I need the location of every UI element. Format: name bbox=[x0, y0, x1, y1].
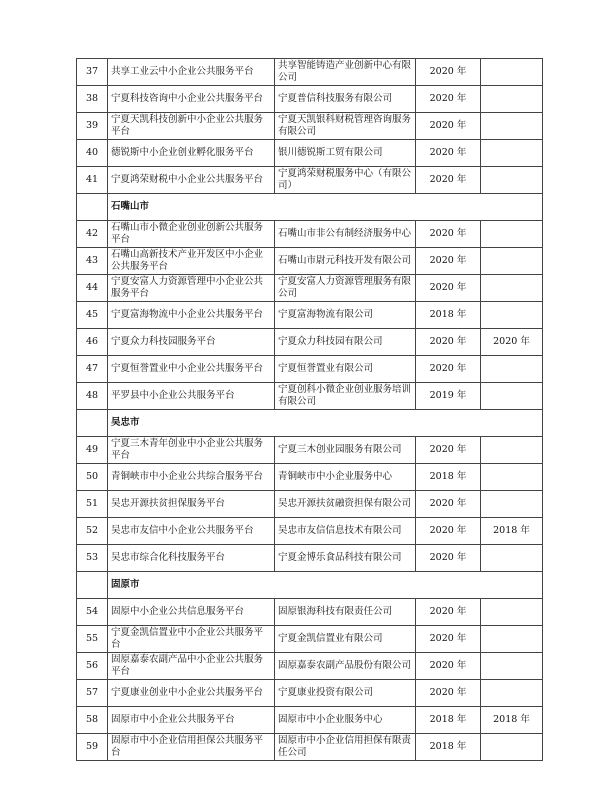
operator-name: 固原市中小企业服务中心 bbox=[275, 707, 416, 734]
platform-name: 宁夏恒誉置业中小企业公共服务平台 bbox=[108, 356, 275, 383]
second-year: 2018 年 bbox=[481, 518, 543, 545]
row-number: 39 bbox=[77, 113, 108, 140]
platform-name: 固原市中小企业公共服务平台 bbox=[108, 707, 275, 734]
second-year bbox=[481, 275, 543, 302]
row-number: 53 bbox=[77, 545, 108, 572]
section-header-blank bbox=[77, 410, 108, 437]
row-number: 50 bbox=[77, 464, 108, 491]
designation-year: 2018 年 bbox=[416, 464, 481, 491]
second-year bbox=[481, 653, 543, 680]
section-header-row bbox=[77, 572, 543, 599]
table-row bbox=[77, 59, 543, 86]
row-number: 42 bbox=[77, 221, 108, 248]
platform-name: 石嘴山高新技术产业开发区中小企业公共服务平台 bbox=[108, 248, 275, 275]
second-year bbox=[481, 491, 543, 518]
section-name: 石嘴山市 bbox=[108, 194, 543, 221]
platform-name: 平罗县中小企业公共服务平台 bbox=[108, 383, 275, 410]
designation-year: 2020 年 bbox=[416, 275, 481, 302]
table-row bbox=[77, 437, 543, 464]
designation-year: 2020 年 bbox=[416, 599, 481, 626]
designation-year: 2020 年 bbox=[416, 248, 481, 275]
designation-year: 2020 年 bbox=[416, 680, 481, 707]
designation-year: 2020 年 bbox=[416, 86, 481, 113]
row-number: 46 bbox=[77, 329, 108, 356]
row-number: 56 bbox=[77, 653, 108, 680]
platform-name: 宁夏科技咨询中小企业公共服务平台 bbox=[108, 86, 275, 113]
row-number: 41 bbox=[77, 167, 108, 194]
row-number: 58 bbox=[77, 707, 108, 734]
platform-name: 宁夏康业创业中小企业公共服务平台 bbox=[108, 680, 275, 707]
platform-name: 吴忠市综合化科技服务平台 bbox=[108, 545, 275, 572]
second-year bbox=[481, 221, 543, 248]
table-row bbox=[77, 491, 543, 518]
second-year bbox=[481, 167, 543, 194]
table-row bbox=[77, 329, 543, 356]
platform-name: 宁夏鸿荣财税中小企业公共服务平台 bbox=[108, 167, 275, 194]
platform-name: 石嘴山市小微企业创业创新公共服务平台 bbox=[108, 221, 275, 248]
second-year bbox=[481, 437, 543, 464]
operator-name: 宁夏康业投资有限公司 bbox=[275, 680, 416, 707]
second-year bbox=[481, 86, 543, 113]
table-row bbox=[77, 167, 543, 194]
operator-name: 宁夏三木创业园服务有限公司 bbox=[275, 437, 416, 464]
table-row bbox=[77, 248, 543, 275]
second-year bbox=[481, 356, 543, 383]
designation-year: 2020 年 bbox=[416, 221, 481, 248]
platform-name: 固原市中小企业信用担保公共服务平台 bbox=[108, 734, 275, 761]
second-year bbox=[481, 248, 543, 275]
platform-name: 青铜峡市中小企业公共综合服务平台 bbox=[108, 464, 275, 491]
second-year bbox=[481, 464, 543, 491]
designation-year: 2020 年 bbox=[416, 167, 481, 194]
table-row bbox=[77, 302, 543, 329]
section-header-row bbox=[77, 194, 543, 221]
table-row bbox=[77, 275, 543, 302]
section-header-blank bbox=[77, 572, 108, 599]
platform-name: 吴忠市友信中小企业公共服务平台 bbox=[108, 518, 275, 545]
operator-name: 宁夏安富人力资源管理服务有限公司 bbox=[275, 275, 416, 302]
row-number: 55 bbox=[77, 626, 108, 653]
operator-name: 宁夏鸿荣财税服务中心（有限公司） bbox=[275, 167, 416, 194]
operator-name: 共享智能铸造产业创新中心有限公司 bbox=[275, 59, 416, 86]
second-year bbox=[481, 626, 543, 653]
table-row bbox=[77, 707, 543, 734]
row-number: 54 bbox=[77, 599, 108, 626]
table-row bbox=[77, 113, 543, 140]
second-year bbox=[481, 59, 543, 86]
operator-name: 宁夏恒誉置业有限公司 bbox=[275, 356, 416, 383]
platform-name: 宁夏安富人力资源管理中小企业公共服务平台 bbox=[108, 275, 275, 302]
designation-year: 2020 年 bbox=[416, 437, 481, 464]
second-year: 2020 年 bbox=[481, 329, 543, 356]
platform-name: 宁夏三木青年创业中小企业公共服务平台 bbox=[108, 437, 275, 464]
row-number: 51 bbox=[77, 491, 108, 518]
platform-name: 固原嘉泰农副产品中小企业公共服务平台 bbox=[108, 653, 275, 680]
designation-year: 2020 年 bbox=[416, 140, 481, 167]
operator-name: 石嘴山市非公有制经济服务中心 bbox=[275, 221, 416, 248]
second-year bbox=[481, 599, 543, 626]
second-year bbox=[481, 734, 543, 761]
designation-year: 2020 年 bbox=[416, 626, 481, 653]
table-row bbox=[77, 464, 543, 491]
section-name: 吴忠市 bbox=[108, 410, 543, 437]
platform-name: 宁夏众力科技园服务平台 bbox=[108, 329, 275, 356]
row-number: 49 bbox=[77, 437, 108, 464]
designation-year: 2020 年 bbox=[416, 491, 481, 518]
designation-year: 2020 年 bbox=[416, 329, 481, 356]
second-year bbox=[481, 383, 543, 410]
platform-name: 宁夏天凯科技创新中小企业公共服务平台 bbox=[108, 113, 275, 140]
designation-year: 2020 年 bbox=[416, 518, 481, 545]
platform-table bbox=[76, 58, 543, 761]
section-name: 固原市 bbox=[108, 572, 543, 599]
section-header-blank bbox=[77, 194, 108, 221]
row-number: 45 bbox=[77, 302, 108, 329]
designation-year: 2018 年 bbox=[416, 302, 481, 329]
second-year bbox=[481, 545, 543, 572]
row-number: 43 bbox=[77, 248, 108, 275]
platform-name: 宁夏金凯信置业中小企业公共服务平台 bbox=[108, 626, 275, 653]
row-number: 38 bbox=[77, 86, 108, 113]
row-number: 52 bbox=[77, 518, 108, 545]
platform-name: 吴忠开源扶贫担保服务平台 bbox=[108, 491, 275, 518]
table-row bbox=[77, 734, 543, 761]
row-number: 59 bbox=[77, 734, 108, 761]
second-year bbox=[481, 113, 543, 140]
row-number: 57 bbox=[77, 680, 108, 707]
operator-name: 固原市中小企业信用担保有限责任公司 bbox=[275, 734, 416, 761]
designation-year: 2018 年 bbox=[416, 734, 481, 761]
platform-name: 宁夏富海物流中小企业公共服务平台 bbox=[108, 302, 275, 329]
row-number: 37 bbox=[77, 59, 108, 86]
table-row bbox=[77, 680, 543, 707]
designation-year: 2018 年 bbox=[416, 707, 481, 734]
designation-year: 2020 年 bbox=[416, 59, 481, 86]
row-number: 44 bbox=[77, 275, 108, 302]
row-number: 48 bbox=[77, 383, 108, 410]
section-header-row bbox=[77, 410, 543, 437]
row-number: 47 bbox=[77, 356, 108, 383]
operator-name: 宁夏天凯银科财税管理咨询服务有限公司 bbox=[275, 113, 416, 140]
second-year bbox=[481, 302, 543, 329]
operator-name: 吴忠市友信信息技术有限公司 bbox=[275, 518, 416, 545]
operator-name: 石嘴山市尉元科技开发有限公司 bbox=[275, 248, 416, 275]
operator-name: 宁夏富海物流有限公司 bbox=[275, 302, 416, 329]
row-number: 40 bbox=[77, 140, 108, 167]
designation-year: 2020 年 bbox=[416, 113, 481, 140]
second-year bbox=[481, 680, 543, 707]
table-row bbox=[77, 653, 543, 680]
table-row bbox=[77, 626, 543, 653]
operator-name: 宁夏金博乐食品科技有限公司 bbox=[275, 545, 416, 572]
platform-table-body bbox=[77, 59, 543, 761]
operator-name: 固原嘉泰农副产品股份有限公司 bbox=[275, 653, 416, 680]
designation-year: 2020 年 bbox=[416, 356, 481, 383]
table-row bbox=[77, 140, 543, 167]
table-row bbox=[77, 221, 543, 248]
platform-name: 德锐斯中小企业创业孵化服务平台 bbox=[108, 140, 275, 167]
platform-name: 共享工业云中小企业公共服务平台 bbox=[108, 59, 275, 86]
operator-name: 青铜峡市中小企业服务中心 bbox=[275, 464, 416, 491]
table-row bbox=[77, 599, 543, 626]
operator-name: 宁夏众力科技园有限公司 bbox=[275, 329, 416, 356]
platform-name: 固原中小企业公共信息服务平台 bbox=[108, 599, 275, 626]
table-row bbox=[77, 518, 543, 545]
operator-name: 银川德锐斯工贸有限公司 bbox=[275, 140, 416, 167]
table-row bbox=[77, 86, 543, 113]
designation-year: 2020 年 bbox=[416, 545, 481, 572]
designation-year: 2019 年 bbox=[416, 383, 481, 410]
operator-name: 吴忠开源扶贫融资担保有限公司 bbox=[275, 491, 416, 518]
operator-name: 宁夏创科小微企业创业服务培训有限公司 bbox=[275, 383, 416, 410]
table-row bbox=[77, 545, 543, 572]
second-year bbox=[481, 140, 543, 167]
designation-year: 2020 年 bbox=[416, 653, 481, 680]
operator-name: 固原银海科技有限责任公司 bbox=[275, 599, 416, 626]
operator-name: 宁夏普信科技服务有限公司 bbox=[275, 86, 416, 113]
second-year: 2018 年 bbox=[481, 707, 543, 734]
operator-name: 宁夏金凯信置业有限公司 bbox=[275, 626, 416, 653]
table-row bbox=[77, 383, 543, 410]
table-row bbox=[77, 356, 543, 383]
